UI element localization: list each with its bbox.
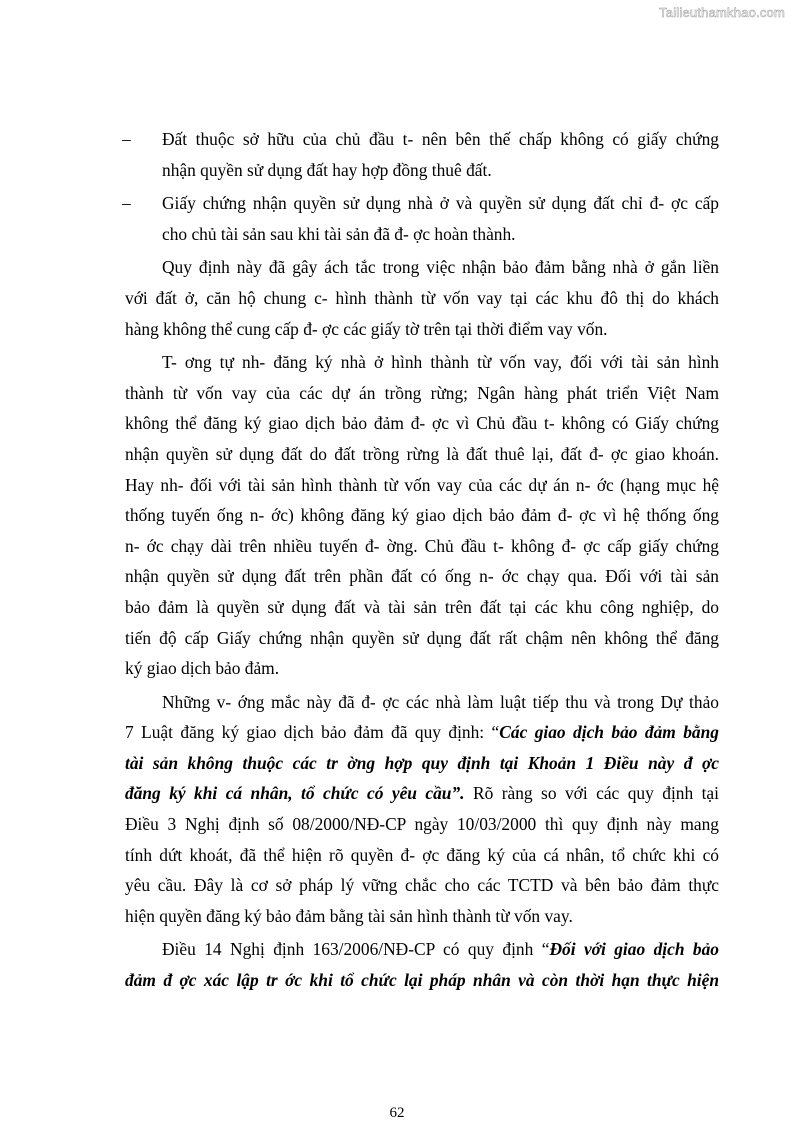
dash-marker: – (122, 193, 131, 214)
quoted-regulation: đảm đ ợc xác lập tr ớc khi tổ chức lại pháp nhân và còn thời hạn thực hiện (125, 970, 719, 991)
text-line: với đất ở, căn hộ chung c- hình thành từ vốn vay tại các khu đô thị do khách (125, 287, 719, 308)
text-line: Đất thuộc sở hữu của chủ đầu t- nên bên thế chấp không có giấy chứng (162, 129, 719, 149)
paragraph (125, 347, 719, 684)
text-line: Điều 3 Nghị định số 08/2000/NĐ-CP ngày 10/03/2000 thì quy định này mang (125, 814, 719, 835)
text-line: cho chủ tài sản sau khi tài sản đã đ- ợc hoàn thành. (162, 223, 516, 244)
text-line: yêu cầu. Đây là cơ sở pháp lý vững chắc cho các TCTD và bên bảo đảm thực (125, 875, 719, 896)
dash-marker: – (122, 129, 131, 149)
quoted-regulation: đăng ký khi cá nhân, tổ chức có yêu cầu”. (125, 783, 465, 804)
text-line: Giấy chứng nhận quyền sử dụng nhà ở và quyền sử dụng đất chỉ đ- ợc cấp (162, 193, 719, 214)
bullet-item (122, 188, 719, 249)
text-line: thành từ vốn vay của các dự án trồng rừng; Ngân hàng phát triển Việt Nam (125, 382, 719, 403)
text-line: hiện quyền đăng ký bảo đảm bằng tài sản hình thành từ vốn vay. (125, 905, 573, 926)
text-line: Hay nh- đối với tài sản hình thành từ vốn vay của các dự án n- ớc (hạng mục hệ (125, 474, 719, 495)
text-line: nhận quyền sử dụng đất do đất trồng rừng là đất thuê lại, đất đ- ợc giao khoán. (125, 443, 719, 464)
page-number: 62 (389, 1105, 405, 1121)
paragraph (125, 934, 719, 995)
plain-text: Rõ ràng so với các quy định tại (464, 783, 719, 804)
text-line (125, 778, 719, 809)
text-line: bảo đảm là quyền sử dụng đất và tài sản trên đất tại các khu công nghiệp, do (125, 596, 719, 617)
paragraph (125, 252, 719, 344)
text-line: tính dứt khoát, đã thể hiện rõ quyền đ- ợc đăng ký của cá nhân, tổ chức khi có (125, 844, 719, 865)
text-line: Quy định này đã gây ách tắc trong việc nhận bảo đảm bằng nhà ở gắn liền (162, 257, 719, 278)
text-line: không thể đăng ký giao dịch bảo đảm đ- ợc vì Chủ đầu t- không có Giấy chứng (125, 413, 719, 434)
text-line: T- ơng tự nh- đăng ký nhà ở hình thành từ vốn vay, đối với tài sản hình (162, 352, 719, 373)
bullet-item (122, 124, 719, 185)
text-line: thống tuyến ống n- ớc) không đăng ký giao dịch bảo đảm đ- ợc vì hệ thống ống (125, 505, 719, 526)
text-line: ký giao dịch bảo đảm. (125, 658, 280, 679)
plain-text: 7 Luật đăng ký giao dịch bảo đảm đã quy định: “ (125, 722, 500, 743)
quoted-regulation: Đối với giao dịch bảo (549, 939, 719, 960)
text-line: nhận quyền sử dụng đất hay hợp đồng thuê đất. (162, 159, 492, 180)
text-line (125, 934, 719, 965)
text-line: nhận quyền sử dụng đất trên phần đất có ống n- ớc chạy qua. Đối với tài sản (125, 566, 719, 587)
plain-text: Điều 14 Nghị định 163/2006/NĐ-CP có quy định “ (162, 939, 550, 960)
text-line: tiến độ cấp Giấy chứng nhận quyền sử dụng đất rất chậm nên không thể đăng (125, 627, 719, 648)
text-line: Những v- ớng mắc này đã đ- ợc các nhà làm luật tiếp thu và trong Dự thảo (162, 691, 719, 712)
quoted-regulation: Các giao dịch bảo đảm bằng (499, 722, 719, 743)
text-line: hàng không thể cung cấp đ- ợc các giấy tờ trên tại thời điểm vay vốn. (125, 318, 608, 339)
quoted-regulation: tài sản không thuộc các tr ờng hợp quy định tại Khoản 1 Điều này đ ợc (125, 752, 719, 773)
paragraph (125, 687, 719, 932)
document-body (122, 124, 719, 996)
text-line: n- ớc chạy dài trên nhiều tuyến đ- ờng. Chủ đầu t- không đ- ợc cấp giấy chứng (125, 535, 719, 556)
text-line (125, 717, 719, 748)
watermark: Tailieuthamkhao.com (659, 5, 785, 20)
